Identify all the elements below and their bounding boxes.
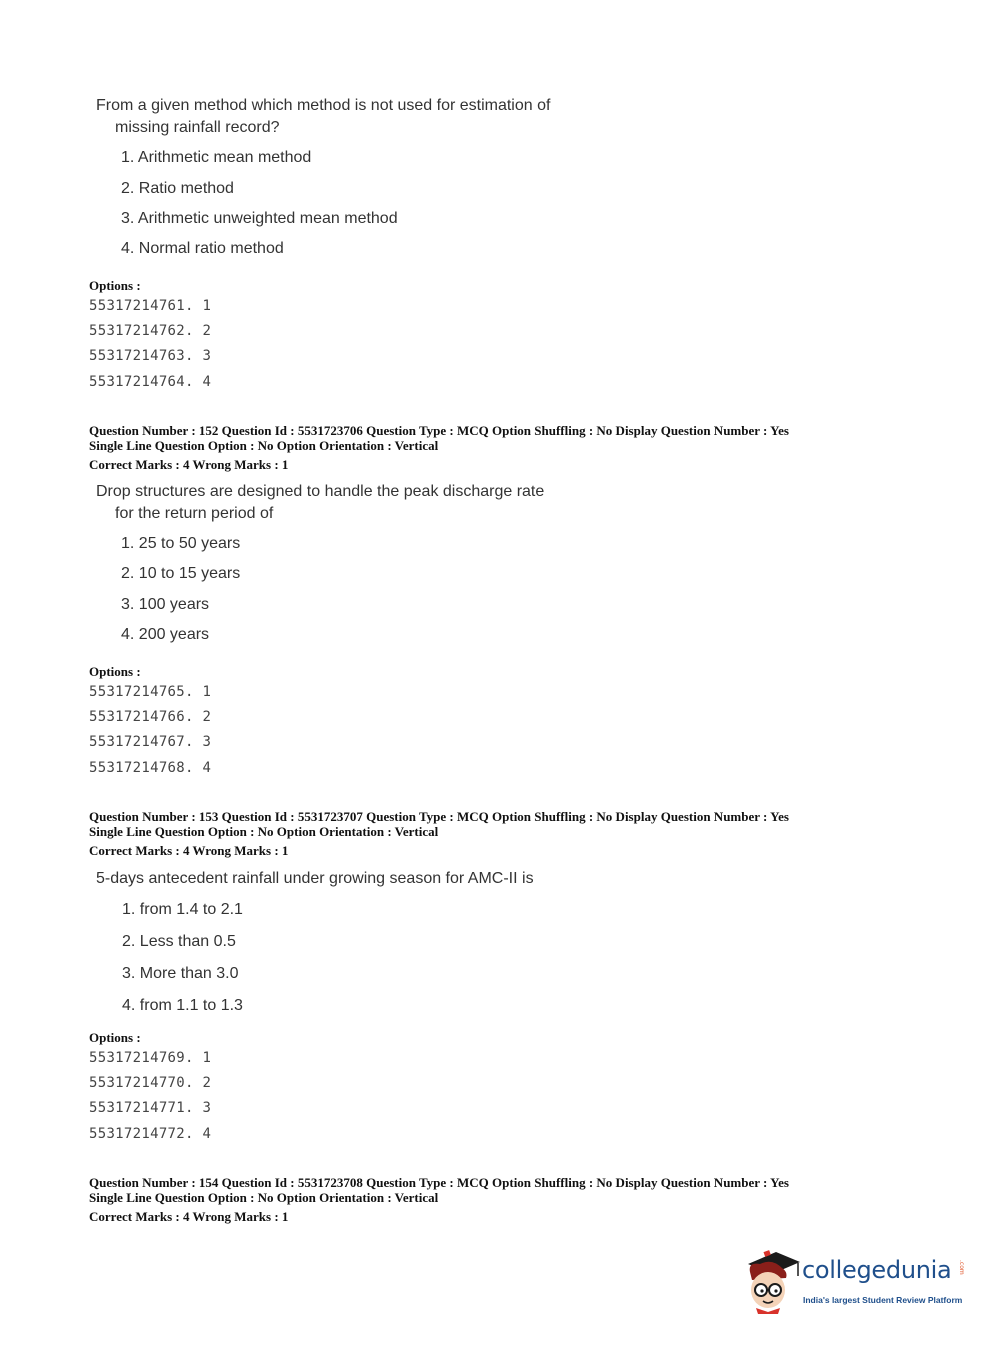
q152-choice-2: 2. 10 to 15 years xyxy=(121,565,241,582)
q153-options-label: Options : xyxy=(89,1030,141,1045)
q153-option-code-1: 55317214769. 1 xyxy=(89,1050,212,1066)
q151-choice-3: 3. Arithmetic unweighted mean method xyxy=(121,210,398,227)
q154-meta-line2: Single Line Question Option : No Option Orientation : Vertical xyxy=(89,1190,439,1205)
logo-wordmark: collegedunia xyxy=(802,1256,952,1284)
q153-choice-3: 3. More than 3.0 xyxy=(122,965,239,982)
q152-choice-4: 4. 200 years xyxy=(121,626,210,643)
q152-meta-line2: Single Line Question Option : No Option Orientation : Vertical xyxy=(89,438,439,453)
collegedunia-logo xyxy=(742,1248,972,1318)
q153-choice-1: 1. from 1.4 to 2.1 xyxy=(122,901,243,918)
q151-option-code-4: 55317214764. 4 xyxy=(89,374,212,390)
q154-marks: Correct Marks : 4 Wrong Marks : 1 xyxy=(89,1209,289,1224)
q151-option-code-3: 55317214763. 3 xyxy=(89,348,212,364)
q153-option-code-3: 55317214771. 3 xyxy=(89,1100,212,1116)
q152-option-code-2: 55317214766. 2 xyxy=(89,709,212,725)
q152-stem-line1: Drop structures are designed to handle the peak discharge rate xyxy=(96,483,545,500)
q153-meta-line1: Question Number : 153 Question Id : 5531723707 Question Type : MCQ Option Shuffling : No Display Question Number : Yes xyxy=(89,809,789,824)
q152-choice-3: 3. 100 years xyxy=(121,596,210,613)
q152-option-code-4: 55317214768. 4 xyxy=(89,760,212,776)
q151-option-code-2: 55317214762. 2 xyxy=(89,323,212,339)
q153-choice-4: 4. from 1.1 to 1.3 xyxy=(122,997,243,1014)
q151-options-label: Options : xyxy=(89,278,141,293)
q151-choice-4: 4. Normal ratio method xyxy=(121,240,284,257)
q152-meta-line1: Question Number : 152 Question Id : 5531723706 Question Type : MCQ Option Shuffling : No Display Question Number : Yes xyxy=(89,423,789,438)
q151-choice-2: 2. Ratio method xyxy=(121,180,234,197)
q153-marks: Correct Marks : 4 Wrong Marks : 1 xyxy=(89,843,289,858)
q152-marks: Correct Marks : 4 Wrong Marks : 1 xyxy=(89,457,289,472)
q152-option-code-1: 55317214765. 1 xyxy=(89,684,212,700)
q152-option-code-3: 55317214767. 3 xyxy=(89,734,212,750)
q152-choice-1: 1. 25 to 50 years xyxy=(121,535,241,552)
q153-meta-line2: Single Line Question Option : No Option Orientation : Vertical xyxy=(89,824,439,839)
logo-tagline: India's largest Student Review Platform xyxy=(803,1295,963,1305)
q151-choice-1: 1. Arithmetic mean method xyxy=(121,149,312,166)
q153-option-code-4: 55317214772. 4 xyxy=(89,1126,212,1142)
q151-stem-line1: From a given method which method is not used for estimation of xyxy=(96,97,551,114)
q153-option-code-2: 55317214770. 2 xyxy=(89,1075,212,1091)
q153-stem-line1: 5-days antecedent rainfall under growing season for AMC-II is xyxy=(96,870,534,887)
q152-stem-line2: for the return period of xyxy=(115,505,274,522)
q151-option-code-1: 55317214761. 1 xyxy=(89,298,212,314)
mascot-icon xyxy=(742,1248,802,1314)
q151-stem-line2: missing rainfall record? xyxy=(115,119,280,136)
logo-com-suffix: .com xyxy=(958,1260,965,1275)
q154-meta-line1: Question Number : 154 Question Id : 5531723708 Question Type : MCQ Option Shuffling : No Display Question Number : Yes xyxy=(89,1175,789,1190)
q153-choice-2: 2. Less than 0.5 xyxy=(122,933,236,950)
q152-options-label: Options : xyxy=(89,664,141,679)
